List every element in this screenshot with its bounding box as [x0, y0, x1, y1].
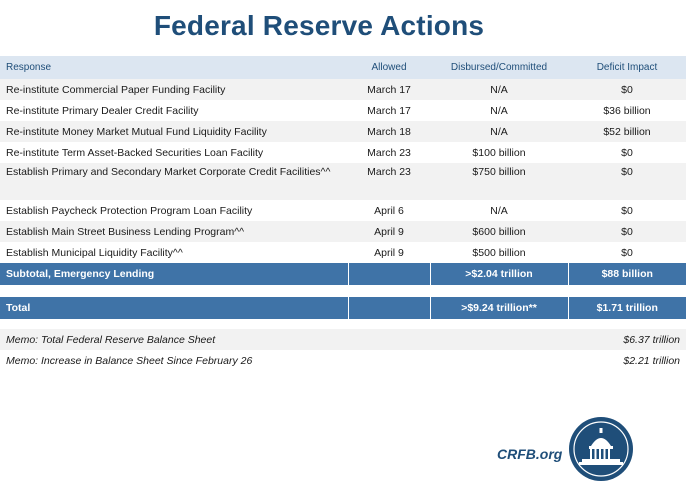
column-header-deficit-impact: Deficit Impact: [568, 56, 686, 79]
table-row: [0, 163, 686, 200]
allowed-cell: March 17: [348, 100, 430, 121]
response-cell: Re-institute Money Market Mutual Fund Liquidity Facility: [0, 121, 348, 142]
column-header-allowed: Allowed: [348, 56, 430, 79]
spacer-row: [0, 319, 686, 329]
response-cell: Re-institute Commercial Paper Funding Facility: [0, 79, 348, 100]
federal-reserve-actions-table: [0, 56, 686, 371]
allowed-cell: March 17: [348, 79, 430, 100]
total-impact-cell: $1.71 trillion: [568, 297, 686, 319]
total-allowed-cell: [348, 297, 430, 319]
memo-label: Memo: Total Federal Reserve Balance Sheet: [0, 329, 348, 350]
table-row: [0, 142, 686, 163]
disbursed-cell: N/A: [430, 121, 568, 142]
total-label: Total: [0, 297, 348, 319]
response-cell: Establish Primary and Secondary Market Corporate Credit Facilities^^: [0, 163, 348, 200]
memo-value: $2.21 trillion: [568, 350, 686, 371]
disbursed-cell: $600 billion: [430, 221, 568, 242]
subtotal-impact-cell: $88 billion: [568, 263, 686, 285]
subtotal-allowed-cell: [348, 263, 430, 285]
allowed-cell: April 9: [348, 221, 430, 242]
response-cell: Re-institute Term Asset-Backed Securities Loan Facility: [0, 142, 348, 163]
disbursed-cell: $750 billion: [430, 163, 568, 200]
impact-cell: $0: [568, 142, 686, 163]
response-cell: Establish Main Street Business Lending Program^^: [0, 221, 348, 242]
table-row: [0, 242, 686, 263]
memo-value: $6.37 trillion: [568, 329, 686, 350]
disbursed-cell: $500 billion: [430, 242, 568, 263]
table-row: [0, 100, 686, 121]
impact-cell: $36 billion: [568, 100, 686, 121]
table-header-row: [0, 56, 686, 79]
allowed-cell: April 9: [348, 242, 430, 263]
table-row: [0, 121, 686, 142]
column-header-response: Response: [0, 56, 348, 79]
impact-cell: $52 billion: [568, 121, 686, 142]
impact-cell: $0: [568, 163, 686, 200]
impact-cell: $0: [568, 200, 686, 221]
table-row: [0, 79, 686, 100]
total-disbursed-cell: >$9.24 trillion**: [430, 297, 568, 319]
response-cell: Establish Paycheck Protection Program Loan Facility: [0, 200, 348, 221]
allowed-cell: April 6: [348, 200, 430, 221]
impact-cell: $0: [568, 221, 686, 242]
impact-cell: $0: [568, 242, 686, 263]
allowed-cell: March 23: [348, 163, 430, 200]
response-cell: Re-institute Primary Dealer Credit Facility: [0, 100, 348, 121]
disbursed-cell: N/A: [430, 79, 568, 100]
table-row: [0, 221, 686, 242]
memo-row: [0, 329, 686, 350]
response-cell: Establish Municipal Liquidity Facility^^: [0, 242, 348, 263]
spacer-row: [0, 285, 686, 297]
disbursed-cell: N/A: [430, 200, 568, 221]
memo-row: [0, 350, 686, 371]
page-title: Federal Reserve Actions: [153, 10, 485, 41]
total-row: [0, 297, 686, 319]
crfb-url-link[interactable]: CRFB.org: [497, 446, 563, 462]
disbursed-cell: $100 billion: [430, 142, 568, 163]
crfb-capitol-seal-icon: [568, 416, 634, 482]
impact-cell: $0: [568, 79, 686, 100]
subtotal-row: [0, 263, 686, 285]
table-row: [0, 200, 686, 221]
allowed-cell: March 18: [348, 121, 430, 142]
subtotal-disbursed-cell: >$2.04 trillion: [430, 263, 568, 285]
disbursed-cell: N/A: [430, 100, 568, 121]
allowed-cell: March 23: [348, 142, 430, 163]
memo-label: Memo: Increase in Balance Sheet Since February 26: [0, 350, 348, 371]
column-header-disbursed: Disbursed/Committed: [430, 56, 568, 79]
subtotal-label: Subtotal, Emergency Lending: [0, 263, 348, 285]
